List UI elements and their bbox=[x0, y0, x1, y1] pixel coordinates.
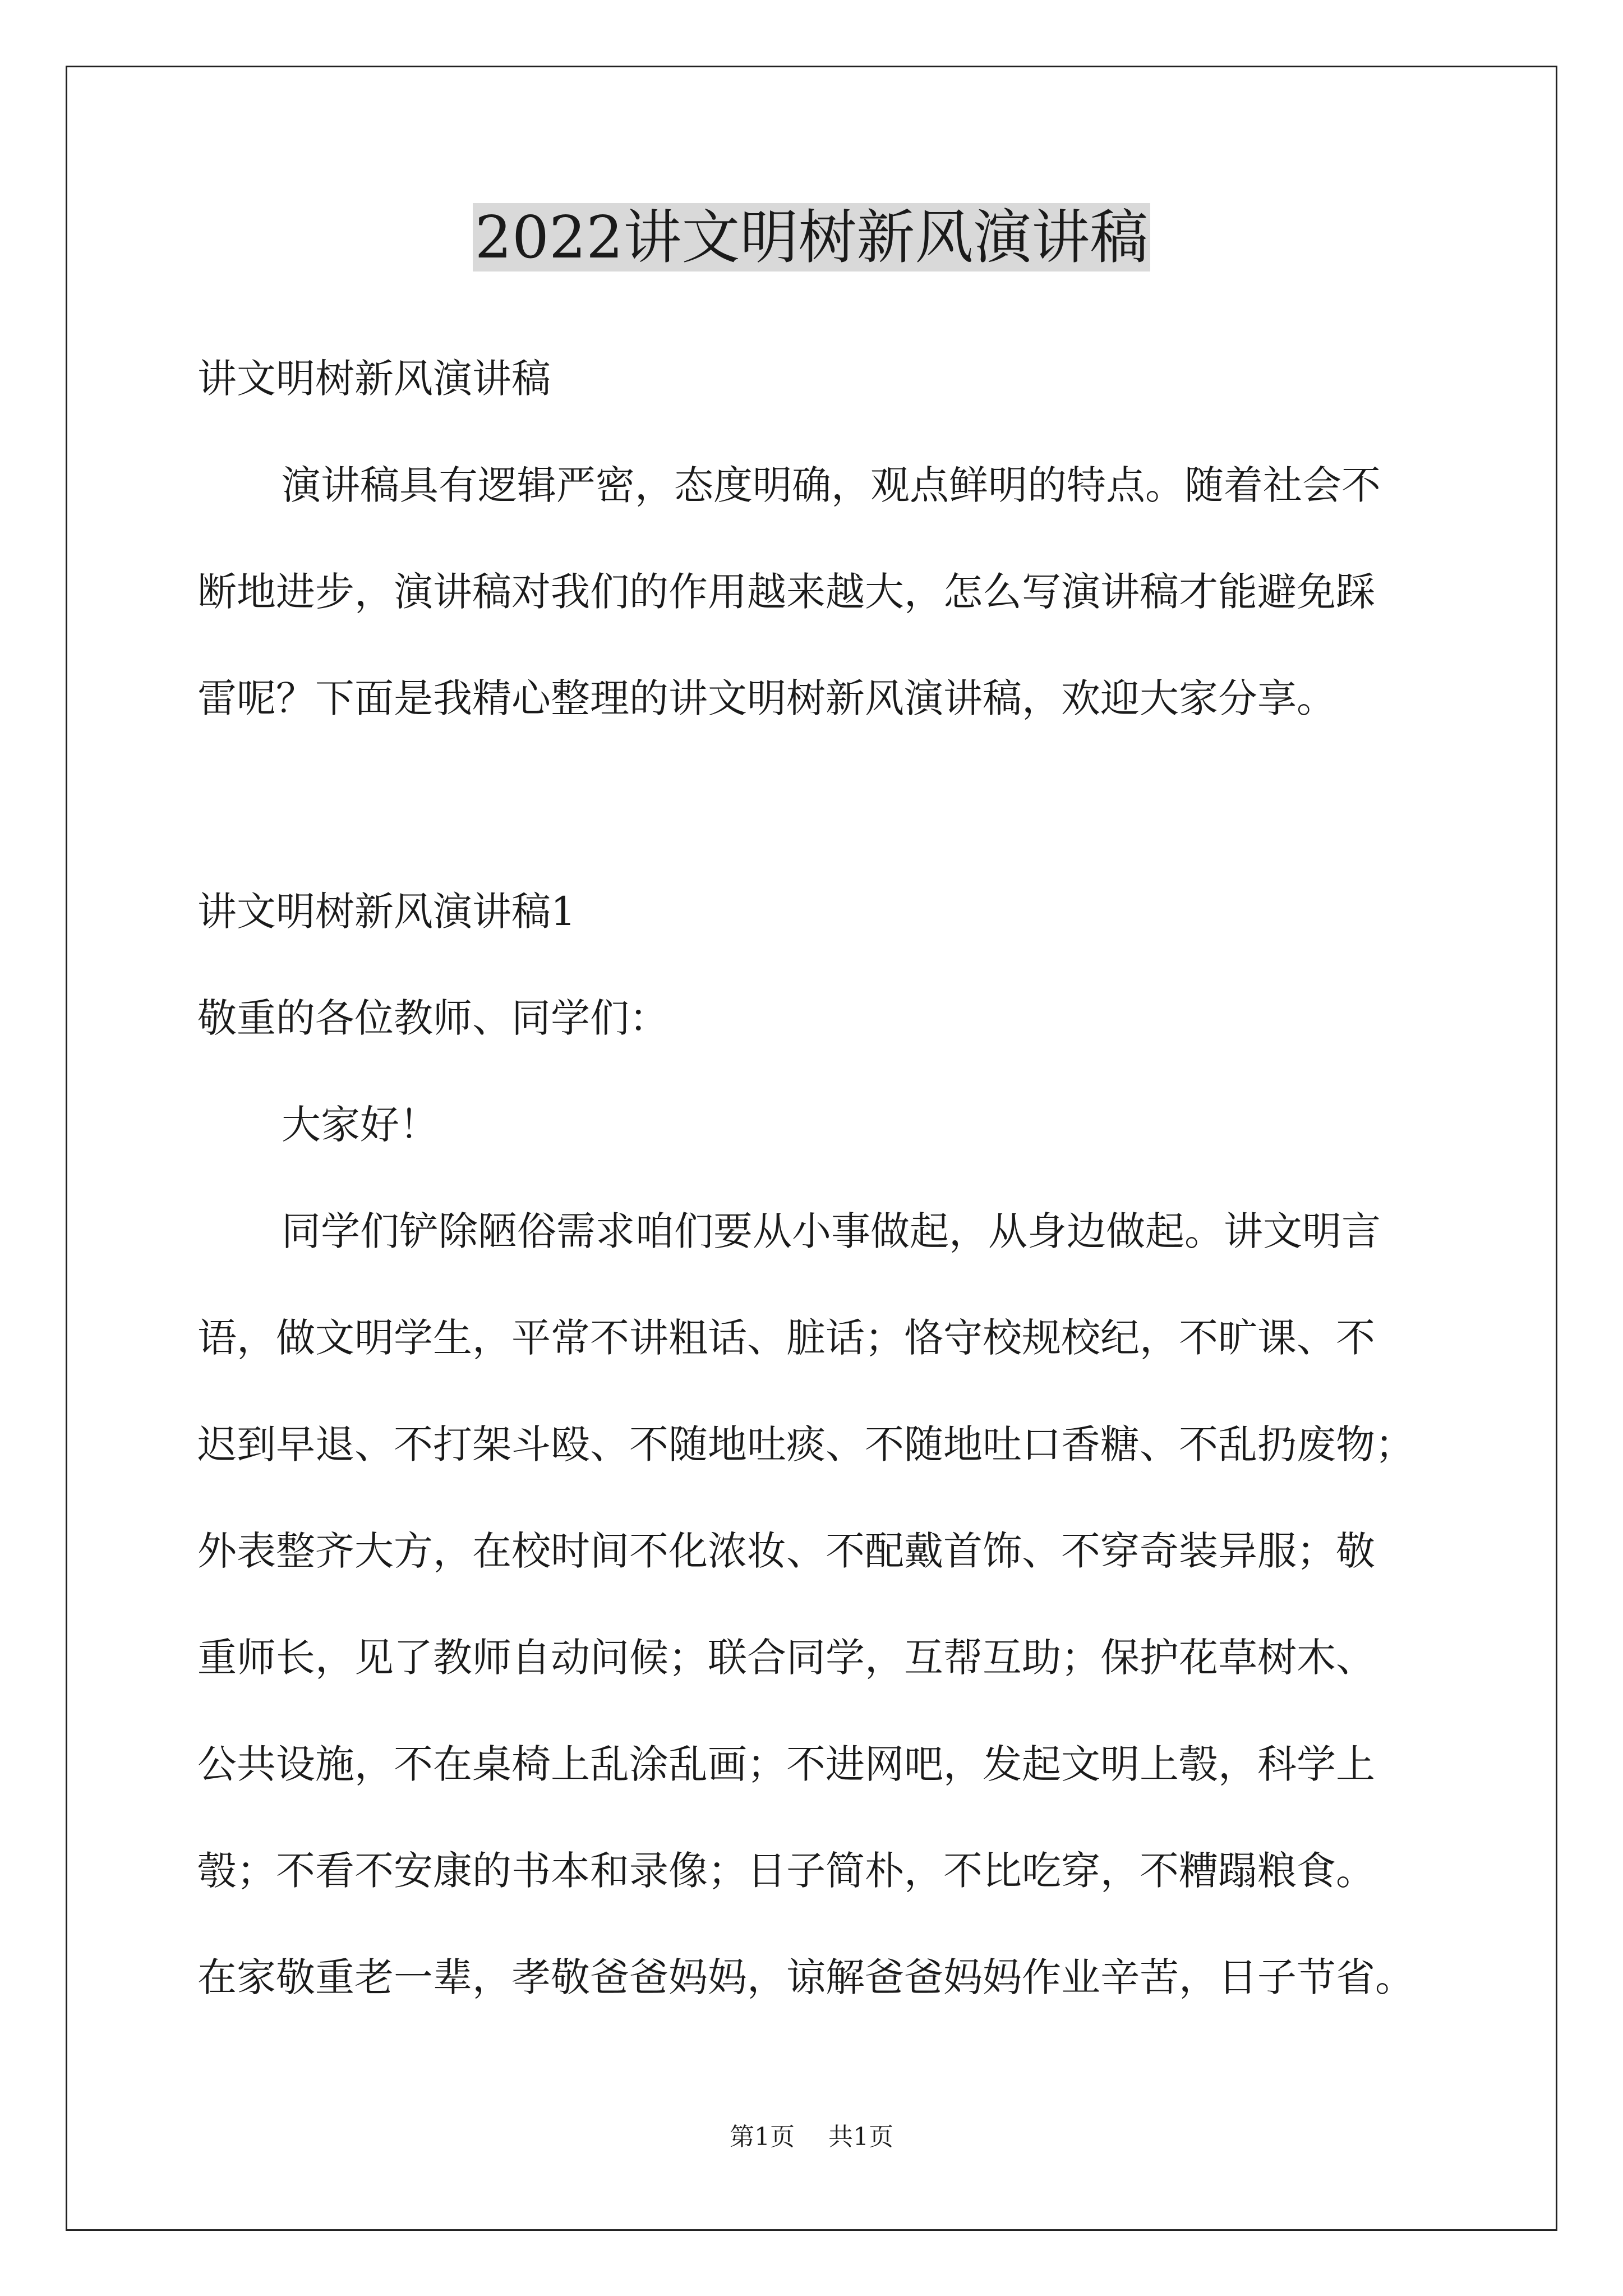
body-line-2: 语，做文明学生，平常不讲粗话、脏话；恪守校规校纪，不旷课、不 bbox=[197, 1315, 1375, 1361]
body-line-4: 外表整齐大方，在校时间不化浓妆、不配戴首饰、不穿奇装异服；敬 bbox=[197, 1528, 1375, 1574]
body-line-3: 迟到早退、不打架斗殴、不随地吐痰、不随地吐口香糖、不乱扔废物； bbox=[197, 1421, 1414, 1467]
subtitle: 讲文明树新风演讲稿 bbox=[197, 356, 551, 402]
page-number: 第1页 bbox=[730, 2123, 795, 2151]
body-line-7: 彀；不看不安康的书本和录像；日子简朴，不比吃穿，不糟蹋粮食。 bbox=[197, 1848, 1375, 1894]
title-text: 2022讲文明树新风演讲稿 bbox=[473, 203, 1151, 272]
body-line-6: 公共设施，不在桌椅上乱涂乱画；不进网吧，发起文明上彀，科学上 bbox=[197, 1741, 1375, 1787]
intro-line-1: 演讲稿具有逻辑严密，态度明确，观点鲜明的特点。随着社会不 bbox=[282, 462, 1381, 508]
body-line-5: 重师长，见了教师自动问候；联合同学，互帮互助；保护花草树木、 bbox=[197, 1635, 1375, 1681]
intro-line-3: 雷呢？下面是我精心整理的讲文明树新风演讲稿，欢迎大家分享。 bbox=[197, 675, 1336, 721]
body-line-8: 在家敬重老一辈，孝敬爸爸妈妈，谅解爸爸妈妈作业辛苦，日子节省。 bbox=[197, 1954, 1414, 2000]
greeting: 大家好！ bbox=[282, 1102, 439, 1148]
intro-line-2: 断地进步，演讲稿对我们的作用越来越大，怎么写演讲稿才能避免踩 bbox=[197, 569, 1375, 615]
salutation: 敬重的各位教师、同学们： bbox=[197, 995, 668, 1041]
body-line-1: 同学们铲除陋俗需求咱们要从小事做起，从身边做起。讲文明言 bbox=[282, 1208, 1381, 1254]
page-total: 共1页 bbox=[828, 2123, 893, 2151]
document-title bbox=[0, 201, 1623, 274]
page-footer bbox=[0, 2122, 1623, 2153]
section-heading: 讲文明树新风演讲稿1 bbox=[197, 889, 576, 935]
